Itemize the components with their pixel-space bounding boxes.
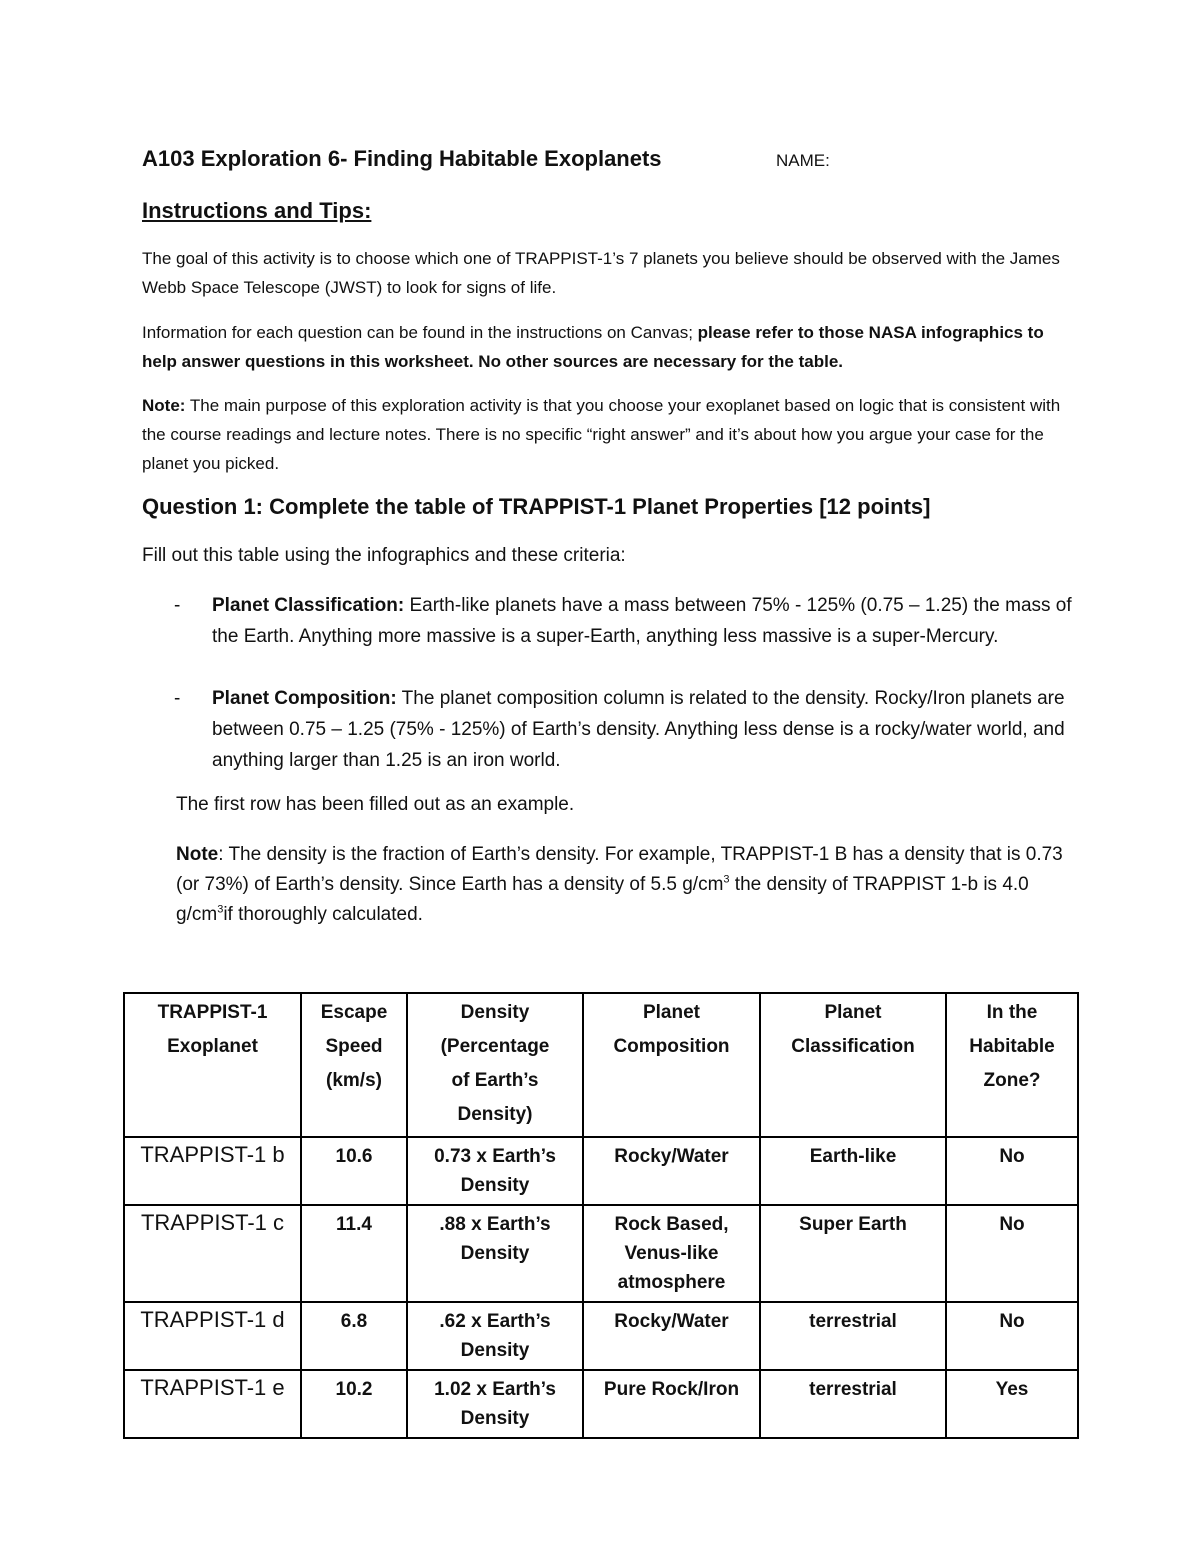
info-text: Information for each question can be found in the instructions on Canvas;: [142, 323, 698, 342]
density-note-text: : The density is the fraction of Earth’s density. For example, TRAPPIST-1 B has a density that is 0.73 (or 73%) of Earth’s density. Since Earth has a density of 5.5 g/cm: [176, 844, 1063, 895]
instructions-heading: Instructions and Tips:: [142, 198, 372, 223]
header-composition: Planet Composition: [583, 993, 760, 1137]
note-label: Note:: [142, 396, 186, 415]
criteria-body: [212, 683, 1072, 776]
cell-escape-speed: 11.4: [301, 1205, 407, 1302]
criteria-text: The planet composition column is related to the density. Rocky/Iron planets are between 0.75 – 1.25 (75% - 125%) of Earth’s density. Anything less dense is a rocky/water world, and anything larger than 1.25 is an iron world.: [212, 688, 1065, 771]
cell-exoplanet: TRAPPIST-1 b: [124, 1137, 301, 1205]
table-row: [124, 1302, 1078, 1370]
title-line: [142, 146, 1102, 178]
cell-exoplanet: TRAPPIST-1 c: [124, 1205, 301, 1302]
cell-classification: terrestrial: [760, 1370, 946, 1438]
planet-properties-table: [123, 992, 1079, 1439]
criteria-body: [212, 590, 1072, 652]
density-note-text: if thoroughly calculated.: [223, 904, 423, 925]
note-text: The main purpose of this exploration activity is that you choose your exoplanet based on logic that is consistent with the course readings and lecture notes. There is no specific “right answer” and it’s about how you argue your case for the planet you picked.: [142, 396, 1061, 473]
cell-escape-speed: 10.6: [301, 1137, 407, 1205]
header-exoplanet: TRAPPIST-1 Exoplanet: [124, 993, 301, 1137]
cell-escape-speed: 10.2: [301, 1370, 407, 1438]
question1-heading: Question 1: Complete the table of TRAPPIST-1 Planet Properties [12 points]: [142, 494, 931, 519]
density-note-text: the density of TRAPPIST 1-b is 4.0 g/cm: [176, 874, 1029, 925]
cell-habitable-zone: No: [946, 1302, 1078, 1370]
table-row: [124, 1205, 1078, 1302]
cell-habitable-zone: Yes: [946, 1370, 1078, 1438]
table-row: [124, 1370, 1078, 1438]
criteria-label: Planet Classification:: [212, 595, 405, 616]
table-row: [124, 1137, 1078, 1205]
cell-habitable-zone: No: [946, 1205, 1078, 1302]
cell-density: .88 x Earth’s Density: [407, 1205, 583, 1302]
table-header-row: [124, 993, 1078, 1137]
density-note: [176, 840, 1076, 930]
name-label: NAME:: [776, 151, 830, 170]
cell-composition: Pure Rock/Iron: [583, 1370, 760, 1438]
superscript: 3: [723, 873, 730, 886]
info-paragraph: [142, 318, 1072, 376]
cell-density: 1.02 x Earth’s Density: [407, 1370, 583, 1438]
cell-composition: Rock Based, Venus-like atmosphere: [583, 1205, 760, 1302]
header-density: Density (Percentage of Earth’s Density): [407, 993, 583, 1137]
superscript: 3: [217, 903, 224, 916]
list-dash: -: [174, 688, 181, 709]
cell-density: 0.73 x Earth’s Density: [407, 1137, 583, 1205]
example-line: The first row has been filled out as an example.: [176, 794, 575, 815]
cell-habitable-zone: No: [946, 1137, 1078, 1205]
criteria-label: Planet Composition:: [212, 688, 397, 709]
cell-exoplanet: TRAPPIST-1 d: [124, 1302, 301, 1370]
cell-escape-speed: 6.8: [301, 1302, 407, 1370]
note-paragraph: [142, 391, 1072, 478]
page-title: A103 Exploration 6- Finding Habitable Exoplanets: [142, 146, 662, 171]
cell-composition: Rocky/Water: [583, 1137, 760, 1205]
cell-classification: Super Earth: [760, 1205, 946, 1302]
list-dash: -: [174, 595, 181, 616]
header-escape-speed: Escape Speed (km/s): [301, 993, 407, 1137]
header-classification: Planet Classification: [760, 993, 946, 1137]
cell-classification: Earth-like: [760, 1137, 946, 1205]
header-habitable-zone: In the Habitable Zone?: [946, 993, 1078, 1137]
cell-density: .62 x Earth’s Density: [407, 1302, 583, 1370]
fill-intro: Fill out this table using the infographics and these criteria:: [142, 545, 626, 566]
cell-exoplanet: TRAPPIST-1 e: [124, 1370, 301, 1438]
goal-paragraph: The goal of this activity is to choose which one of TRAPPIST-1’s 7 planets you believe should be observed with the James Webb Space Telescope (JWST) to look for signs of life.: [142, 249, 1060, 297]
info-bold-text: please refer to those NASA infographics to help answer questions in this worksheet. No other sources are necessary for the table.: [142, 323, 1044, 371]
cell-composition: Rocky/Water: [583, 1302, 760, 1370]
criteria-text: Earth-like planets have a mass between 75% - 125% (0.75 – 1.25) the mass of the Earth. Anything more massive is a super-Earth, anything less massive is a super-Mercury.: [212, 595, 1072, 647]
density-note-label: Note: [176, 844, 219, 865]
cell-classification: terrestrial: [760, 1302, 946, 1370]
